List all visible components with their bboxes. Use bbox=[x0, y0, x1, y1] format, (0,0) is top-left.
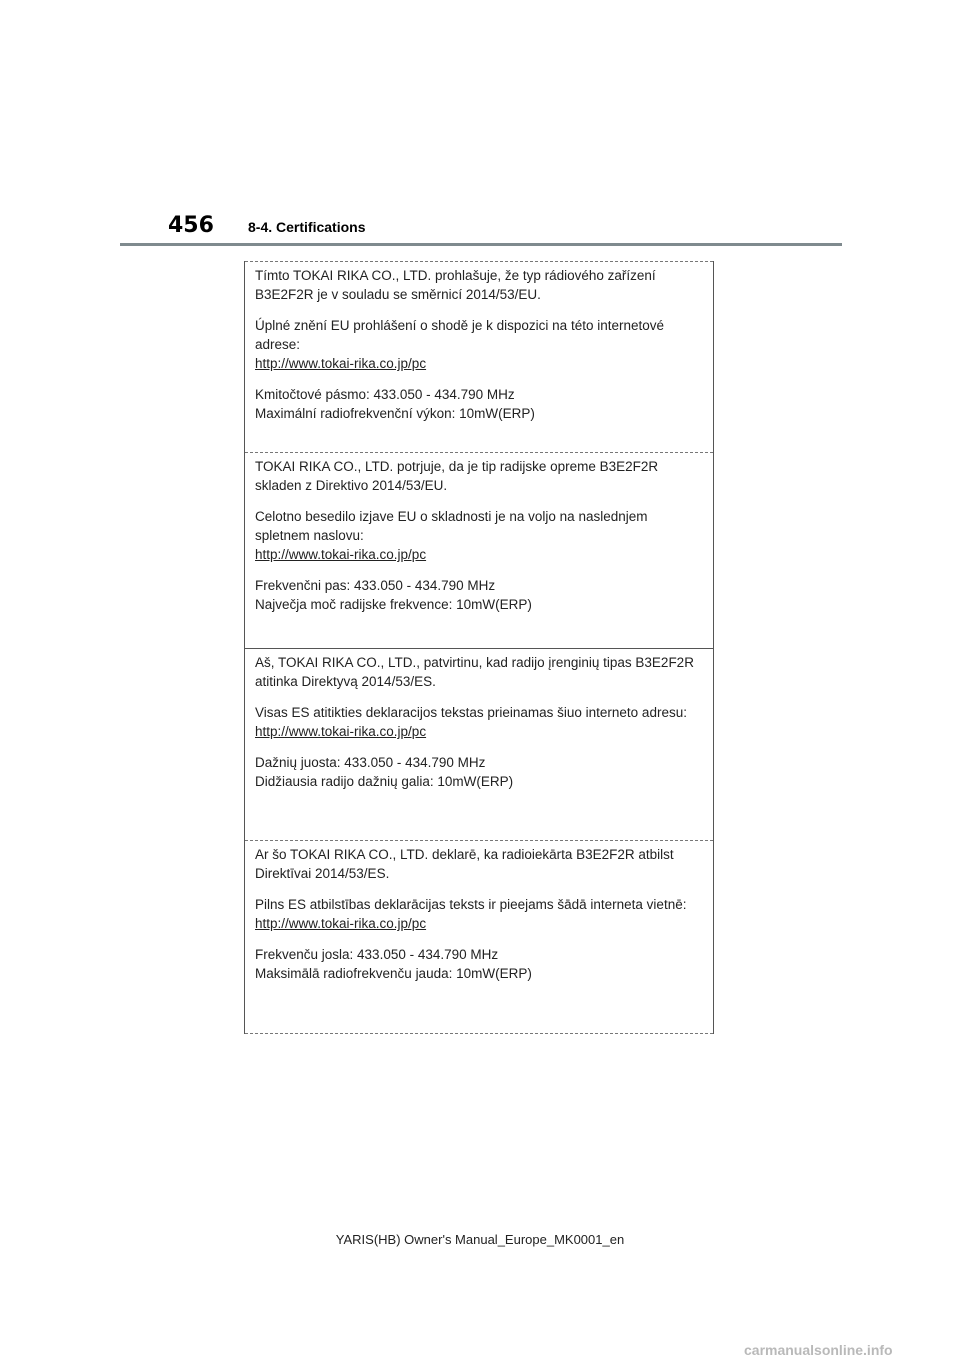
max-power: Maximální radiofrekvenční výkon: 10mW(ERP) bbox=[255, 406, 535, 421]
page-footer: YARIS(HB) Owner's Manual_Europe_MK0001_en bbox=[335, 1232, 625, 1247]
full-text-note bbox=[255, 703, 703, 741]
full-text-note-label: Visas ES atitikties deklaracijos tekstas prieinamas šiuo interneto adresu: bbox=[255, 705, 687, 720]
header-divider bbox=[120, 243, 842, 246]
full-text-note bbox=[255, 895, 703, 933]
radio-specs bbox=[255, 945, 703, 983]
full-text-note bbox=[255, 507, 703, 564]
certification-table bbox=[244, 261, 714, 1034]
page-header bbox=[0, 0, 960, 250]
declaration-text: Aš, TOKAI RIKA CO., LTD., patvirtinu, kad radijo įrenginių tipas B3E2F2R atitinka Direktyvą 2014/53/ES. bbox=[255, 655, 694, 689]
full-text-note-label: Úplné znění EU prohlášení o shodě je k dispozici na této internetové adrese: bbox=[255, 318, 665, 352]
declaration-url-link[interactable]: http://www.tokai-rika.co.jp/pc bbox=[255, 356, 427, 371]
certification-block-slovenian bbox=[245, 453, 713, 649]
full-text-note-label: Pilns ES atbilstības deklarācijas teksts ir pieejams šādā interneta vietnē: bbox=[255, 897, 687, 912]
max-power: Didžiausia radijo dažnių galia: 10mW(ERP) bbox=[255, 774, 514, 789]
frequency-band: Kmitočtové pásmo: 433.050 - 434.790 MHz bbox=[255, 387, 515, 402]
certification-block-lithuanian bbox=[245, 649, 713, 841]
max-power: Največja moč radijske frekvence: 10mW(ERP) bbox=[255, 597, 532, 612]
frequency-band: Frekvenčni pas: 433.050 - 434.790 MHz bbox=[255, 578, 496, 593]
certification-block-czech bbox=[245, 261, 713, 453]
page-number: 456 bbox=[168, 213, 214, 238]
frequency-band: Frekvenču josla: 433.050 - 434.790 MHz bbox=[255, 947, 499, 962]
declaration-text: Ar šo TOKAI RIKA CO., LTD. deklarē, ka radioiekārta B3E2F2R atbilst Direktīvai 2014/53/ES. bbox=[255, 847, 674, 881]
radio-specs bbox=[255, 385, 703, 423]
declaration-url-link[interactable]: http://www.tokai-rika.co.jp/pc bbox=[255, 547, 427, 562]
declaration-text: Tímto TOKAI RIKA CO., LTD. prohlašuje, že typ rádiového zařízení B3E2F2R je v souladu se směrnicí 2014/53/EU. bbox=[255, 268, 656, 302]
certification-block-latvian bbox=[245, 841, 713, 1034]
watermark-text: carmanualsonline.info bbox=[744, 1342, 893, 1358]
frequency-band: Dažnių juosta: 433.050 - 434.790 MHz bbox=[255, 755, 486, 770]
declaration-text: TOKAI RIKA CO., LTD. potrjuje, da je tip radijske opreme B3E2F2R skladen z Direktivo 2014/53/EU. bbox=[255, 459, 659, 493]
section-title: 8-4. Certifications bbox=[248, 219, 366, 235]
radio-specs bbox=[255, 576, 703, 614]
radio-specs bbox=[255, 753, 703, 791]
declaration-url-link[interactable]: http://www.tokai-rika.co.jp/pc bbox=[255, 724, 427, 739]
max-power: Maksimālā radiofrekvenču jauda: 10mW(ERP) bbox=[255, 966, 532, 981]
full-text-note bbox=[255, 316, 703, 373]
declaration-url-link[interactable]: http://www.tokai-rika.co.jp/pc bbox=[255, 916, 427, 931]
full-text-note-label: Celotno besedilo izjave EU o skladnosti je na voljo na naslednjem spletnem naslovu: bbox=[255, 509, 648, 543]
